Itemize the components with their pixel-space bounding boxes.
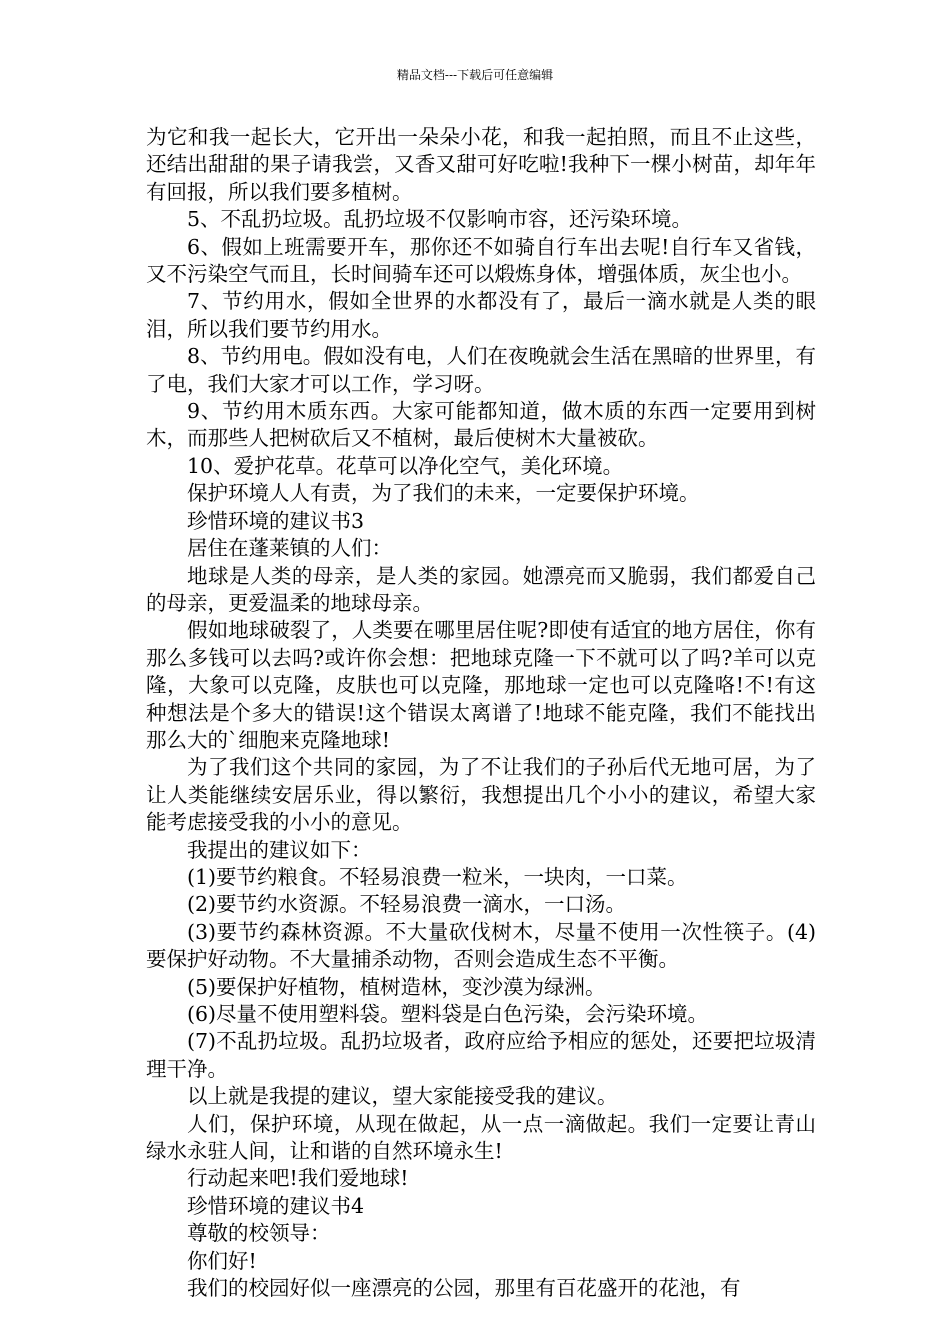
paragraph: 人们，保护环境，从现在做起，从一点一滴做起。我们一定要让青山绿水永驻人间，让和谐的自然环境永生! [146, 1111, 816, 1164]
paragraph: 地球是人类的母亲，是人类的家园。她漂亮而又脆弱，我们都爱自己的母亲，更爱温柔的地球母亲。 [146, 563, 816, 615]
paragraph: 8、节约用电。假如没有电，人们在夜晚就会生活在黑暗的世界里，有了电，我们大家才可以工作，学习呀。 [146, 344, 816, 396]
paragraph: 假如地球破裂了，人类要在哪里居住呢?即使有适宜的地方居住，你有那么多钱可以去吗?或许你会想：把地球克隆一下不就可以了吗?羊可以克隆，大象可以克隆，皮肤也可以克隆，那地球一定也可以克隆咯!不!有这种想法是个多大的错误!这个错误太离谱了!地球不能克隆，我们不能找出那么大的`细胞来克隆地球! [146, 618, 816, 752]
paragraph: 6、假如上班需要开车，那你还不如骑自行车出去呢!自行车又省钱，又不污染空气而且，长时间骑车还可以煅炼身体，增强体质，灰尘也小。 [146, 234, 816, 287]
page-header: 精品文档---下载后可任意编辑 [396, 68, 554, 82]
greeting: 你们好! [187, 1248, 257, 1273]
paragraph: 5、不乱扔垃圾。乱扔垃圾不仅影响市容，还污染环境。 [187, 207, 693, 232]
list-item: (3)要节约森林资源。不大量砍伐树木，尽量不使用一次性筷子。(4)要保护好动物。不大量捕杀动物，否则会造成生态不平衡。 [146, 919, 816, 972]
paragraph: 7、节约用水，假如全世界的水都没有了，最后一滴水就是人类的眼泪，所以我们要节约用水。 [146, 289, 816, 341]
paragraph: 为了我们这个共同的家园，为了不让我们的子孙后代无地可居，为了让人类能继续安居乐业，得以繁衍，我想提出几个小小的建议，希望大家能考虑接受我的小小的意见。 [146, 755, 816, 835]
paragraph: 以上就是我提的建议，望大家能接受我的建议。 [187, 1084, 618, 1109]
paragraph: 为它和我一起长大，它开出一朵朵小花，和我一起拍照，而且不止这些，还结出甜甜的果子请我尝，又香又甜可好吃啦!我种下一棵小树苗，却年年有回报，所以我们要多植树。 [146, 125, 816, 204]
list-item: (2)要节约水资源。不轻易浪费一滴水，一口汤。 [187, 892, 627, 917]
paragraph: 9、节约用木质东西。大家可能都知道，做木质的东西一定要用到树木，而那些人把树砍后又不植树，最后使树木大量被砍。 [146, 399, 816, 451]
paragraph: 行动起来吧!我们爱地球! [187, 1166, 409, 1191]
list-item: (6)尽量不使用塑料袋。塑料袋是白色污染，会污染环境。 [187, 1002, 709, 1026]
paragraph: 我们的校园好似一座漂亮的公园，那里有百花盛开的花池，有 [187, 1276, 741, 1301]
document-body [146, 124, 816, 1302]
list-item: (5)要保护好植物，植树造林，变沙漠为绿洲。 [187, 974, 606, 999]
salutation: 尊敬的校领导： [187, 1221, 331, 1246]
paragraph: 10、爱护花草。花草可以净化空气，美化环境。 [187, 453, 624, 478]
section-title: 珍惜环境的建议书3 [187, 508, 365, 533]
list-item: (7)不乱扔垃圾。乱扔垃圾者，政府应给予相应的惩处，还要把垃圾清理干净。 [146, 1029, 816, 1081]
list-item: (1)要节约粮食。不轻易浪费一粒米，一块肉，一口菜。 [187, 864, 688, 889]
salutation: 居住在蓬莱镇的人们： [187, 536, 392, 561]
paragraph: 我提出的建议如下： [187, 837, 372, 862]
section-title: 珍惜环境的建议书4 [187, 1193, 365, 1218]
paragraph: 保护环境人人有责，为了我们的未来，一定要保护环境。 [187, 481, 700, 506]
